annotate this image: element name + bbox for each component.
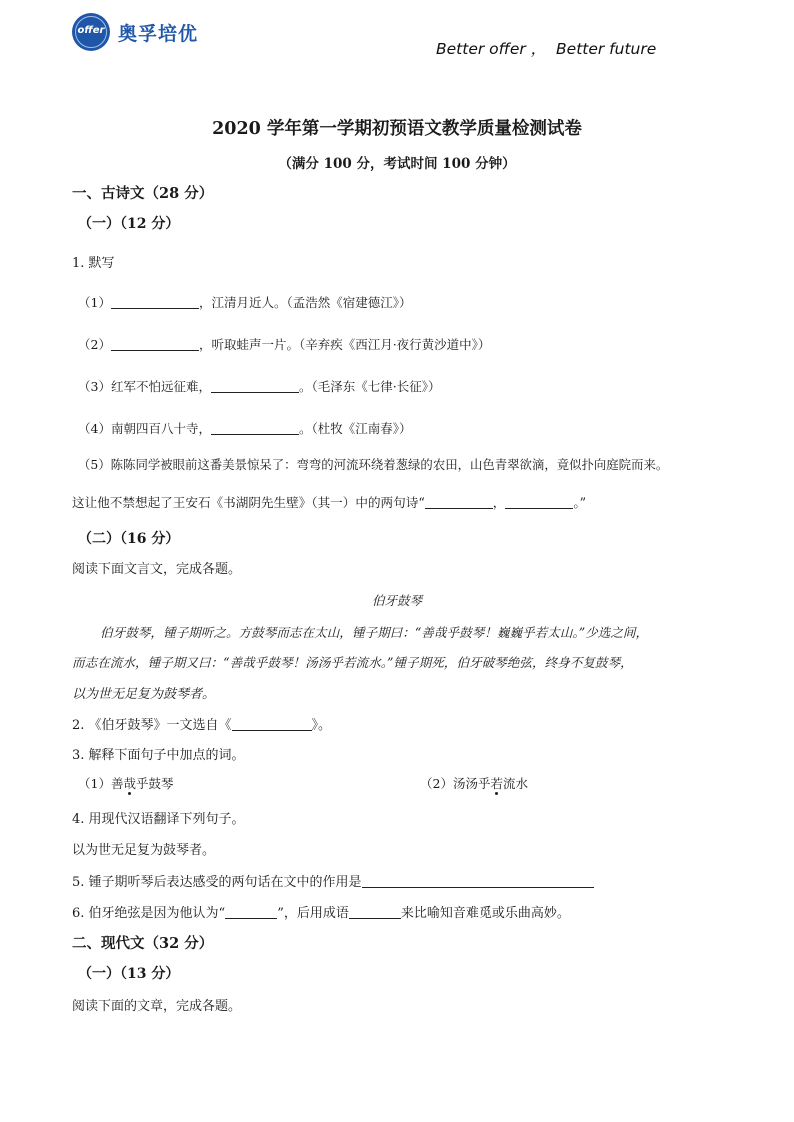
- reading-intro: 阅读下面文言文，完成各题。: [72, 562, 242, 577]
- passage-line: 伯牙鼓琴，锺子期听之。方鼓琴而志在太山，锺子期曰：“善哉乎鼓琴！巍巍乎若太山。”少选之间，: [100, 625, 649, 640]
- passage-title: 伯牙鼓琴: [371, 593, 422, 608]
- question-4: 4. 用现代汉语翻译下列句子。: [72, 812, 245, 827]
- answer-blank[interactable]: [362, 873, 594, 888]
- item-text: ，: [492, 495, 506, 510]
- item-text: 红军不怕远征难，: [110, 379, 211, 394]
- item-number: （2）: [78, 337, 111, 352]
- question-3: 3. 解释下面句子中加点的词。: [72, 748, 245, 763]
- item-text: 。”: [573, 495, 587, 510]
- brand-logo: [72, 12, 198, 52]
- question-text: 6. 伯牙绝弦是因为他认为“: [72, 906, 226, 921]
- passage-line: 以为世无足复为鼓琴者。: [72, 687, 216, 702]
- dotted-word: 若: [490, 776, 503, 791]
- question-2: [72, 714, 331, 733]
- dotted-word: 哉: [123, 776, 136, 791]
- passage-line: 而志在流水，锺子期又曰：“善哉乎鼓琴！汤汤乎若流水。”锺子期死，伯牙破琴绝弦，终身不复鼓琴，: [72, 655, 633, 670]
- item-number: （1）: [78, 295, 111, 310]
- item-text: ，江清月近人。（孟浩然《宿建德江》）: [198, 295, 412, 310]
- answer-blank[interactable]: [425, 494, 493, 509]
- question-text: 5. 锺子期听琴后表达感受的两句话在文中的作用是: [72, 875, 362, 890]
- dictation-item-5-line1: （5）陈陈同学被眼前这番美景惊呆了：弯弯的河流环绕着葱绿的农田，山色青翠欲滴，竟似扑向庭院而来。: [78, 457, 669, 472]
- section2-intro: 阅读下面的文章，完成各题。: [72, 999, 242, 1014]
- part1-heading: （一）（12 分）: [78, 216, 180, 232]
- question-text: 》。: [311, 718, 332, 733]
- question-6: [72, 902, 570, 921]
- section2-heading: 二、现代文（32 分）: [72, 935, 214, 952]
- dictation-item-3: [78, 377, 440, 395]
- slogan: Better offer ， Better future: [436, 40, 657, 58]
- section2-part1-heading: （一）（13 分）: [78, 966, 180, 982]
- item-number: （3）: [78, 379, 111, 394]
- dictation-item-1: [78, 293, 411, 311]
- item-text: 流水: [502, 776, 528, 791]
- question-text: ”，后用成语: [277, 906, 349, 921]
- answer-blank[interactable]: [111, 294, 199, 309]
- item-text: 。（杜牧《江南春》）: [298, 421, 412, 436]
- question-3-item-1: [78, 774, 174, 792]
- answer-blank[interactable]: [349, 904, 401, 919]
- question-text: 2. 《伯牙鼓琴》一文选自《: [72, 718, 232, 733]
- answer-blank[interactable]: [211, 378, 299, 393]
- answer-blank[interactable]: [111, 336, 199, 351]
- item-text: 南朝四百八十寺，: [110, 421, 211, 436]
- dictation-item-2: [78, 335, 490, 353]
- logo-name: 奥孚培优: [118, 22, 199, 45]
- question-4-sentence: 以为世无足复为鼓琴者。: [72, 843, 216, 858]
- answer-blank[interactable]: [225, 904, 277, 919]
- question-1-label: 1. 默写: [72, 256, 115, 271]
- question-5: [72, 871, 594, 890]
- dictation-item-4: [78, 419, 411, 437]
- item-text: 这让他不禁想起了王安石《书湖阴先生壁》（其一）中的两句诗“: [72, 495, 425, 510]
- dictation-item-5-line2: [72, 492, 586, 511]
- item-text: ，听取蛙声一片。（辛弃疾《西江月·夜行黄沙道中》）: [198, 337, 491, 352]
- item-number: （4）: [78, 421, 111, 436]
- logo-badge-text: offer: [77, 25, 105, 36]
- exam-title: 2020 学年第一学期初预语文教学质量检测试卷: [212, 119, 582, 139]
- item-text: 。（毛泽东《七律·长征》）: [298, 379, 441, 394]
- part2-heading: （二）（16 分）: [78, 531, 180, 547]
- answer-blank[interactable]: [211, 420, 299, 435]
- item-number: （1）: [78, 776, 111, 791]
- item-text: 乎鼓琴: [135, 776, 174, 791]
- answer-blank[interactable]: [505, 494, 573, 509]
- item-text: 善: [110, 776, 124, 791]
- section1-heading: 一、古诗文（28 分）: [72, 185, 214, 202]
- item-number: （2）: [420, 776, 453, 791]
- question-3-item-2: [420, 774, 528, 792]
- offer-logo-icon: [72, 13, 110, 51]
- item-text: 汤汤乎: [452, 776, 491, 791]
- answer-blank[interactable]: [232, 716, 312, 731]
- question-text: 来比喻知音难觅或乐曲高妙。: [400, 906, 570, 921]
- exam-subtitle: （满分 100 分，考试时间 100 分钟）: [278, 156, 516, 172]
